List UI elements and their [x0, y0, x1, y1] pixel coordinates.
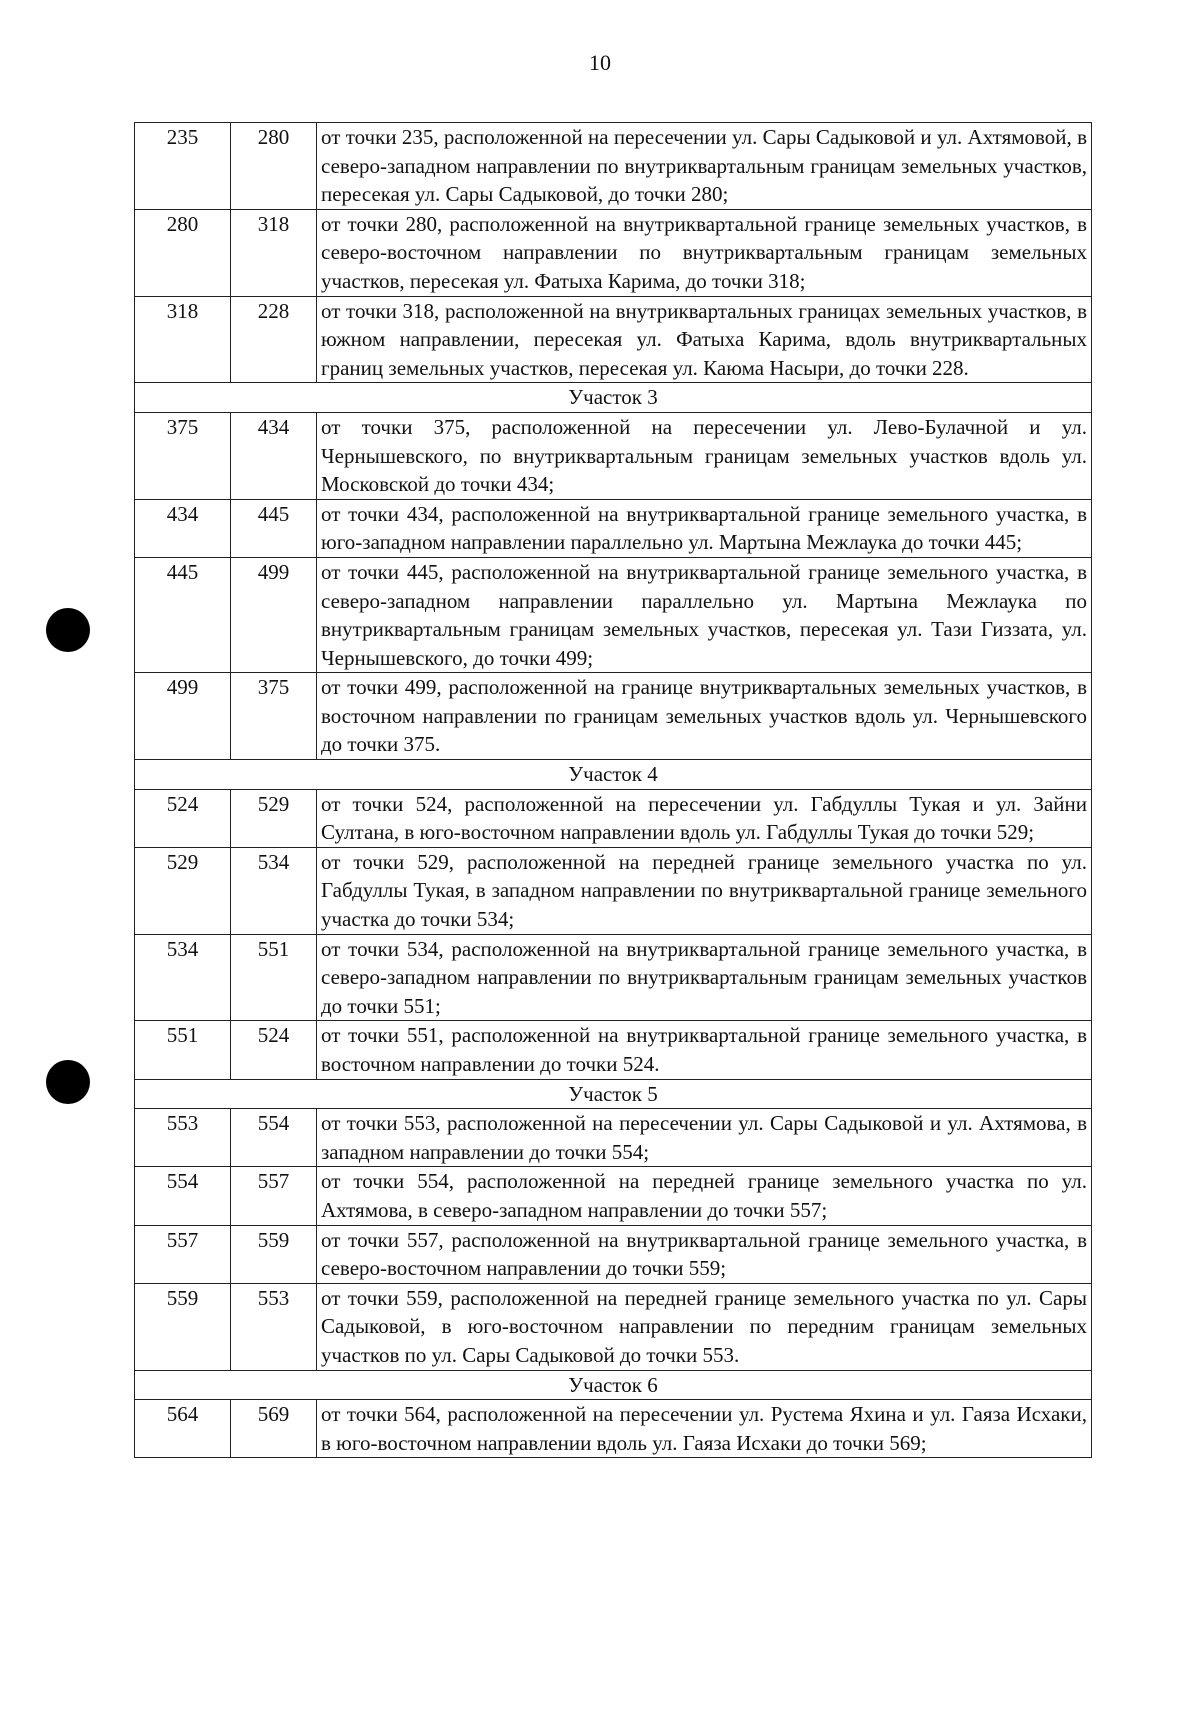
- table-row: [135, 934, 1092, 1021]
- to-point: 228: [231, 296, 317, 383]
- to-point: 280: [231, 123, 317, 210]
- section-title: Участок 5: [135, 1079, 1092, 1109]
- table-row: [135, 673, 1092, 760]
- from-point: 534: [135, 934, 231, 1021]
- table-row: [135, 1021, 1092, 1079]
- segment-description: от точки 434, расположенной на внутриквартальной границе земельного участка, в юго-западном направлении параллельно ул. Мартына Межлаука до точки 445;: [317, 499, 1092, 557]
- table-row: [135, 1167, 1092, 1225]
- table-row: [135, 412, 1092, 499]
- to-point: 569: [231, 1400, 317, 1458]
- from-point: 375: [135, 412, 231, 499]
- from-point: 554: [135, 1167, 231, 1225]
- table-row: [135, 296, 1092, 383]
- table-row: [135, 1400, 1092, 1458]
- segment-description: от точки 551, расположенной на внутриквартальной границе земельного участка, в восточном направлении до точки 524.: [317, 1021, 1092, 1079]
- table-row: [135, 1109, 1092, 1167]
- punch-hole: [46, 1060, 90, 1104]
- section-row: [135, 1370, 1092, 1400]
- table-row: [135, 123, 1092, 210]
- page-number: 10: [589, 50, 611, 75]
- from-point: 280: [135, 209, 231, 296]
- to-point: 524: [231, 1021, 317, 1079]
- from-point: 564: [135, 1400, 231, 1458]
- section-title: Участок 4: [135, 760, 1092, 790]
- punch-hole: [46, 608, 90, 652]
- from-point: 235: [135, 123, 231, 210]
- boundary-table: [134, 122, 1092, 1458]
- table-row: [135, 847, 1092, 934]
- table-row: [135, 209, 1092, 296]
- segment-description: от точки 559, расположенной на передней границе земельного участка по ул. Сары Садыковой, в юго-восточном направлении по передним границам земельных участков по ул. Сары Садыковой до точки 553.: [317, 1283, 1092, 1370]
- to-point: 434: [231, 412, 317, 499]
- section-row: [135, 1079, 1092, 1109]
- table-row: [135, 789, 1092, 847]
- from-point: 434: [135, 499, 231, 557]
- from-point: 445: [135, 557, 231, 672]
- to-point: 551: [231, 934, 317, 1021]
- segment-description: от точки 318, расположенной на внутриквартальных границах земельных участков, в южном направлении, пересекая ул. Фатыха Карима, вдоль внутриквартальных границ земельных участков, пересекая ул. Каюма Насыри, до точки 228.: [317, 296, 1092, 383]
- section-row: [135, 383, 1092, 413]
- table-row: [135, 499, 1092, 557]
- section-title: Участок 3: [135, 383, 1092, 413]
- table-row: [135, 1283, 1092, 1370]
- section-row: [135, 760, 1092, 790]
- segment-description: от точки 554, расположенной на передней границе земельного участка по ул. Ахтямова, в северо-западном направлении до точки 557;: [317, 1167, 1092, 1225]
- table-row: [135, 557, 1092, 672]
- to-point: 445: [231, 499, 317, 557]
- segment-description: от точки 524, расположенной на пересечении ул. Габдуллы Тукая и ул. Зайни Султана, в юго-восточном направлении вдоль ул. Габдуллы Тукая до точки 529;: [317, 789, 1092, 847]
- to-point: 559: [231, 1225, 317, 1283]
- segment-description: от точки 235, расположенной на пересечении ул. Сары Садыковой и ул. Ахтямовой, в северо-западном направлении по внутриквартальным границам земельных участков, пересекая ул. Сары Садыковой, до точки 280;: [317, 123, 1092, 210]
- to-point: 318: [231, 209, 317, 296]
- segment-description: от точки 534, расположенной на внутриквартальной границе земельного участка, в северо-западном направлении по внутриквартальным границам земельных участков до точки 551;: [317, 934, 1092, 1021]
- segment-description: от точки 553, расположенной на пересечении ул. Сары Садыковой и ул. Ахтямова, в западном направлении до точки 554;: [317, 1109, 1092, 1167]
- to-point: 554: [231, 1109, 317, 1167]
- segment-description: от точки 445, расположенной на внутриквартальной границе земельного участка, в северо-западном направлении параллельно ул. Мартына Межлаука по внутриквартальным границам земельных участков, пересекая ул. Тази Гиззата, ул. Чернышевского, до точки 499;: [317, 557, 1092, 672]
- from-point: 559: [135, 1283, 231, 1370]
- from-point: 557: [135, 1225, 231, 1283]
- segment-description: от точки 557, расположенной на внутриквартальной границе земельного участка, в северо-восточном направлении до точки 559;: [317, 1225, 1092, 1283]
- segment-description: от точки 529, расположенной на передней границе земельного участка по ул. Габдуллы Тукая, в западном направлении по внутриквартальной границе земельного участка до точки 534;: [317, 847, 1092, 934]
- from-point: 529: [135, 847, 231, 934]
- segment-description: от точки 280, расположенной на внутриквартальной границе земельных участков, в северо-восточном направлении по внутриквартальным границам земельных участков, пересекая ул. Фатыха Карима, до точки 318;: [317, 209, 1092, 296]
- to-point: 557: [231, 1167, 317, 1225]
- section-title: Участок 6: [135, 1370, 1092, 1400]
- to-point: 529: [231, 789, 317, 847]
- to-point: 499: [231, 557, 317, 672]
- from-point: 551: [135, 1021, 231, 1079]
- from-point: 524: [135, 789, 231, 847]
- segment-description: от точки 499, расположенной на границе внутриквартальных земельных участков, в восточном направлении по границам земельных участков вдоль ул. Чернышевского до точки 375.: [317, 673, 1092, 760]
- segment-description: от точки 375, расположенной на пересечении ул. Лево-Булачной и ул. Чернышевского, по внутриквартальным границам земельных участков вдоль ул. Московской до точки 434;: [317, 412, 1092, 499]
- from-point: 499: [135, 673, 231, 760]
- table-row: [135, 1225, 1092, 1283]
- segment-description: от точки 564, расположенной на пересечении ул. Рустема Яхина и ул. Гаяза Исхаки, в юго-восточном направлении вдоль ул. Гаяза Исхаки до точки 569;: [317, 1400, 1092, 1458]
- to-point: 375: [231, 673, 317, 760]
- to-point: 553: [231, 1283, 317, 1370]
- to-point: 534: [231, 847, 317, 934]
- from-point: 318: [135, 296, 231, 383]
- from-point: 553: [135, 1109, 231, 1167]
